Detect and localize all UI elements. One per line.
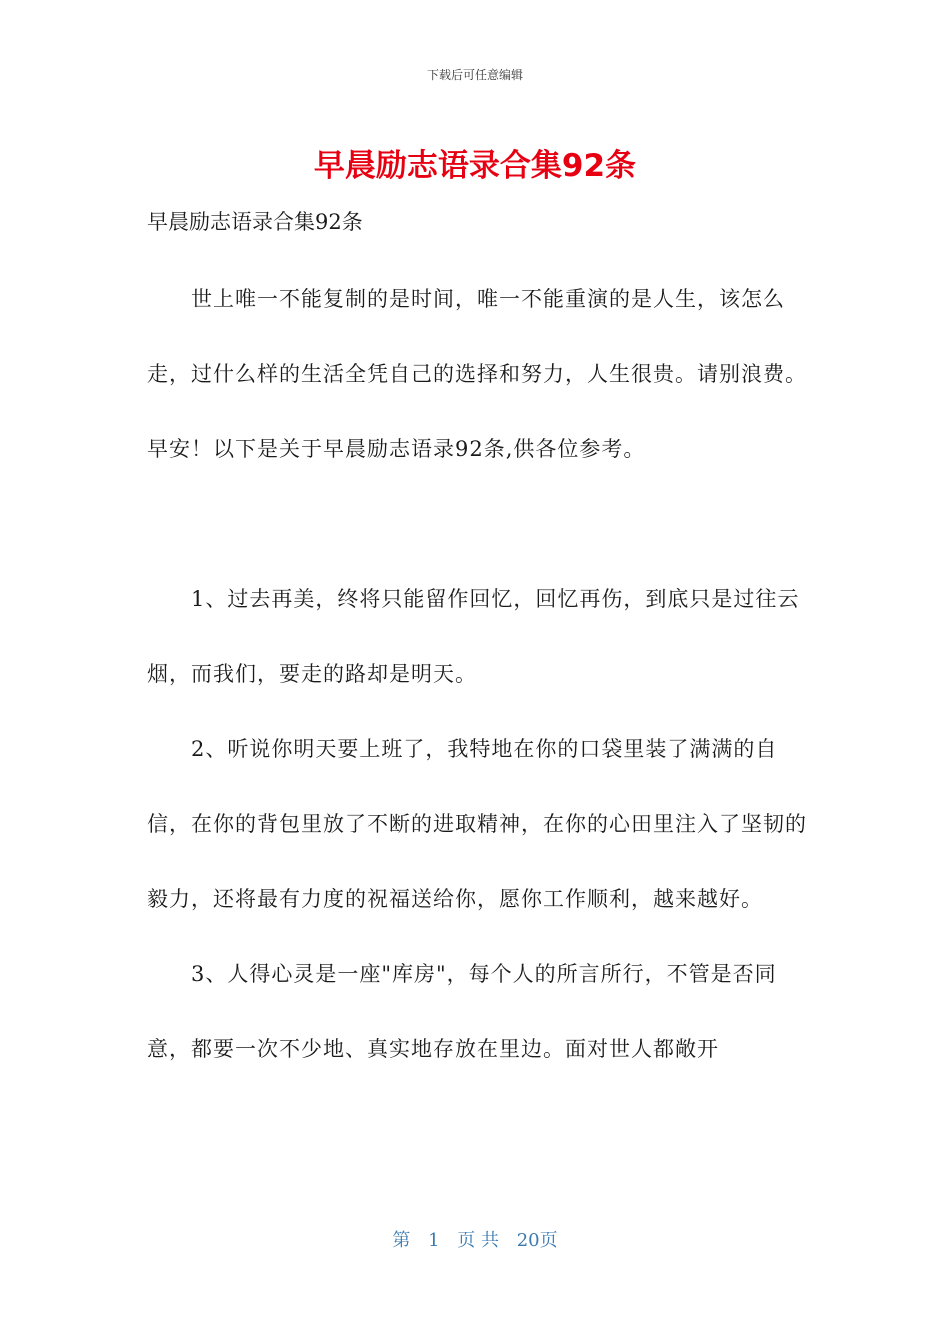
page-footer [0,1226,950,1252]
intro-paragraph: 世上唯一不能复制的是时间，唯一不能重演的是人生，该怎么走，过什么样的生活全凭自己的选择和努力，人生很贵。请别浪费。早安！以下是关于早晨励志语录92条,供各位参考。 [147,287,807,461]
current-page-number: 1 [428,1230,440,1251]
paragraph-spacer [147,487,807,562]
quote-item-2: 2、听说你明天要上班了，我特地在你的口袋里装了满满的自信，在你的背包里放了不断的进取精神，在你的心田里注入了坚韧的毅力，还将最有力度的祝福送给你，愿你工作顺利，越来越好。 [147,737,807,911]
document-subtitle: 早晨励志语录合集92条 [147,210,363,234]
quote-item-1: 1、过去再美，终将只能留作回忆，回忆再伤，到底只是过往云烟，而我们，要走的路却是明天。 [147,587,800,686]
header-note: 下载后可任意编辑 [426,68,523,82]
footer-mid: 页 共 [457,1230,499,1251]
total-pages: 20页 [516,1230,558,1251]
footer-prefix: 第 [392,1230,411,1251]
document-title: 早晨励志语录合集92条 [313,148,637,184]
document-body [147,262,807,1087]
quote-item-3: 3、人得心灵是一座"库房"，每个人的所言所行，不管是否同意，都要一次不少地、真实地存放在里边。面对世人都敞开 [147,962,777,1061]
